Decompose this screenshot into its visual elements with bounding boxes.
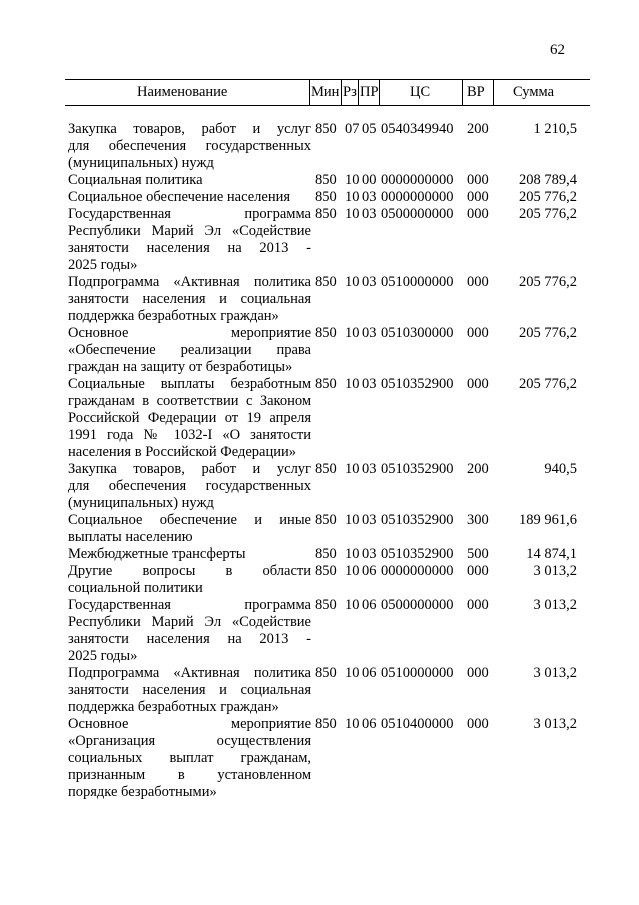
table-header xyxy=(65,79,590,106)
row-cs: 0510300000 xyxy=(381,325,454,341)
header-name: Наименование xyxy=(137,84,228,100)
table-row xyxy=(0,461,639,512)
row-rz: 10 xyxy=(345,189,360,205)
row-name-line: 2025 годы» xyxy=(68,257,138,273)
row-name-line: 1991 года № 1032-I «О занятости xyxy=(68,427,311,443)
row-name-line: социальных выплат гражданам, xyxy=(68,750,311,766)
row-vr: 000 xyxy=(467,172,489,188)
table-body xyxy=(0,121,639,801)
table-row xyxy=(0,563,639,597)
row-min: 850 xyxy=(315,121,337,137)
row-pr: 05 xyxy=(362,121,377,137)
table-row xyxy=(0,546,639,563)
row-name xyxy=(68,189,311,206)
row-name-line: Другие вопросы в области xyxy=(68,563,311,579)
row-vr: 300 xyxy=(467,512,489,528)
row-rz: 10 xyxy=(345,512,360,528)
row-cs: 0510352900 xyxy=(381,546,454,562)
table-row xyxy=(0,716,639,801)
row-pr: 00 xyxy=(362,172,377,188)
row-vr: 000 xyxy=(467,274,489,290)
row-name xyxy=(68,325,311,376)
row-name-line: Государственная программа xyxy=(68,206,311,222)
row-min: 850 xyxy=(315,512,337,528)
header-divider xyxy=(341,80,342,105)
row-name xyxy=(68,716,311,801)
row-sum: 3 013,2 xyxy=(533,716,577,732)
row-vr: 000 xyxy=(467,206,489,222)
row-pr: 03 xyxy=(362,512,377,528)
row-cs: 0000000000 xyxy=(381,189,454,205)
row-pr: 06 xyxy=(362,563,377,579)
header-divider xyxy=(379,80,380,105)
row-cs: 0510352900 xyxy=(381,376,454,392)
row-min: 850 xyxy=(315,189,337,205)
row-min: 850 xyxy=(315,325,337,341)
row-pr: 03 xyxy=(362,189,377,205)
row-vr: 000 xyxy=(467,716,489,732)
header-min: Мин xyxy=(311,84,340,100)
row-name-line: занятости населения и социальная xyxy=(68,682,311,698)
row-name-line: Социальное обеспечение и иные xyxy=(68,512,311,528)
row-pr: 06 xyxy=(362,597,377,613)
row-pr: 03 xyxy=(362,206,377,222)
row-vr: 000 xyxy=(467,597,489,613)
row-pr: 03 xyxy=(362,461,377,477)
row-vr: 000 xyxy=(467,665,489,681)
row-min: 850 xyxy=(315,461,337,477)
row-sum: 208 789,4 xyxy=(519,172,577,188)
row-min: 850 xyxy=(315,546,337,562)
row-name xyxy=(68,563,311,597)
table-row xyxy=(0,172,639,189)
row-name-line: порядке безработными» xyxy=(68,784,217,800)
row-name-line: Основное мероприятие xyxy=(68,716,311,732)
row-rz: 10 xyxy=(345,546,360,562)
row-name-line: 2025 годы» xyxy=(68,648,138,664)
table-row xyxy=(0,376,639,461)
row-rz: 10 xyxy=(345,274,360,290)
row-rz: 10 xyxy=(345,172,360,188)
row-name xyxy=(68,461,311,512)
row-vr: 000 xyxy=(467,563,489,579)
row-name xyxy=(68,512,311,546)
row-sum: 3 013,2 xyxy=(533,563,577,579)
header-pr: ПР xyxy=(360,84,379,100)
row-name-line: (муниципальных) нужд xyxy=(68,155,214,171)
row-rz: 10 xyxy=(345,461,360,477)
row-min: 850 xyxy=(315,665,337,681)
table-row xyxy=(0,121,639,172)
row-sum: 205 776,2 xyxy=(519,206,577,222)
row-name-line: для обеспечения государственных xyxy=(68,138,311,154)
row-min: 850 xyxy=(315,376,337,392)
row-name-line: гражданам в соответствии с Законом xyxy=(68,393,311,409)
row-vr: 000 xyxy=(467,325,489,341)
row-vr: 200 xyxy=(467,121,489,137)
row-name xyxy=(68,597,311,665)
row-cs: 0510352900 xyxy=(381,461,454,477)
header-divider xyxy=(493,80,494,105)
row-name-line: (муниципальных) нужд xyxy=(68,495,214,511)
row-name-line: Социальная политика xyxy=(68,172,203,188)
row-sum: 205 776,2 xyxy=(519,274,577,290)
row-cs: 0500000000 xyxy=(381,206,454,222)
row-rz: 10 xyxy=(345,597,360,613)
row-name-line: занятости населения на 2013 - xyxy=(68,631,311,647)
row-pr: 03 xyxy=(362,546,377,562)
row-name-line: признанным в установленном xyxy=(68,767,311,783)
row-name-line: населения в Российской Федерации» xyxy=(68,444,297,460)
row-min: 850 xyxy=(315,274,337,290)
row-pr: 06 xyxy=(362,716,377,732)
row-sum: 205 776,2 xyxy=(519,189,577,205)
table-row xyxy=(0,512,639,546)
row-sum: 940,5 xyxy=(544,461,577,477)
row-sum: 14 874,1 xyxy=(526,546,577,562)
row-sum: 3 013,2 xyxy=(533,597,577,613)
row-name-line: Подпрограмма «Активная политика xyxy=(68,665,311,681)
row-name-line: Государственная программа xyxy=(68,597,311,613)
row-cs: 0000000000 xyxy=(381,172,454,188)
row-pr: 03 xyxy=(362,325,377,341)
header-divider xyxy=(309,80,310,105)
row-name-line: занятости населения на 2013 - xyxy=(68,240,311,256)
row-cs: 0540349940 xyxy=(381,121,454,137)
row-vr: 500 xyxy=(467,546,489,562)
table-row xyxy=(0,206,639,274)
row-name xyxy=(68,206,311,274)
row-rz: 10 xyxy=(345,563,360,579)
row-name-line: Закупка товаров, работ и услуг xyxy=(68,121,311,137)
row-name-line: Закупка товаров, работ и услуг xyxy=(68,461,311,477)
row-name-line: социальной политики xyxy=(68,580,203,596)
row-rz: 10 xyxy=(345,376,360,392)
row-rz: 10 xyxy=(345,325,360,341)
row-rz: 10 xyxy=(345,716,360,732)
row-name-line: поддержка безработных граждан» xyxy=(68,699,279,715)
row-sum: 205 776,2 xyxy=(519,325,577,341)
row-min: 850 xyxy=(315,206,337,222)
row-pr: 03 xyxy=(362,274,377,290)
row-name-line: поддержка безработных граждан» xyxy=(68,308,279,324)
row-name-line: для обеспечения государственных xyxy=(68,478,311,494)
row-pr: 06 xyxy=(362,665,377,681)
header-vr: ВР xyxy=(467,84,485,100)
header-cs: ЦС xyxy=(410,84,431,100)
row-name-line: «Обеспечение реализации права xyxy=(68,342,311,358)
table-row xyxy=(0,189,639,206)
header-sum: Сумма xyxy=(513,84,555,100)
header-divider xyxy=(358,80,359,105)
row-cs: 0500000000 xyxy=(381,597,454,613)
row-min: 850 xyxy=(315,172,337,188)
row-sum: 3 013,2 xyxy=(533,665,577,681)
row-sum: 205 776,2 xyxy=(519,376,577,392)
row-name-line: Республики Марий Эл «Содействие xyxy=(68,614,311,630)
row-vr: 000 xyxy=(467,189,489,205)
row-sum: 1 210,5 xyxy=(533,121,577,137)
row-pr: 03 xyxy=(362,376,377,392)
row-vr: 000 xyxy=(467,376,489,392)
row-cs: 0510000000 xyxy=(381,274,454,290)
row-name-line: Социальное обеспечение населения xyxy=(68,189,291,205)
row-name-line: граждан на защиту от безработицы» xyxy=(68,359,293,375)
row-name xyxy=(68,546,311,563)
header-rz: Рз xyxy=(343,84,357,100)
row-vr: 200 xyxy=(467,461,489,477)
header-divider xyxy=(462,80,463,105)
row-rz: 07 xyxy=(345,121,360,137)
row-cs: 0510352900 xyxy=(381,512,454,528)
row-name-line: Основное мероприятие xyxy=(68,325,311,341)
row-name xyxy=(68,665,311,716)
row-name xyxy=(68,376,311,461)
row-sum: 189 961,6 xyxy=(519,512,577,528)
row-cs: 0510400000 xyxy=(381,716,454,732)
table-row xyxy=(0,597,639,665)
row-cs: 0510000000 xyxy=(381,665,454,681)
row-min: 850 xyxy=(315,563,337,579)
table-row xyxy=(0,325,639,376)
page-number: 62 xyxy=(550,42,565,58)
table-row xyxy=(0,274,639,325)
row-min: 850 xyxy=(315,597,337,613)
row-min: 850 xyxy=(315,716,337,732)
table-row xyxy=(0,665,639,716)
row-name xyxy=(68,121,311,172)
row-name-line: занятости населения и социальная xyxy=(68,291,311,307)
row-name-line: Республики Марий Эл «Содействие xyxy=(68,223,311,239)
row-name-line: Подпрограмма «Активная политика xyxy=(68,274,311,290)
row-name-line: Социальные выплаты безработным xyxy=(68,376,311,392)
row-rz: 10 xyxy=(345,665,360,681)
row-name-line: «Организация осуществления xyxy=(68,733,311,749)
row-cs: 0000000000 xyxy=(381,563,454,579)
row-name-line: Межбюджетные трансферты xyxy=(68,546,246,562)
row-name xyxy=(68,274,311,325)
row-name-line: Российской Федерации от 19 апреля xyxy=(68,410,311,426)
row-name xyxy=(68,172,311,189)
row-rz: 10 xyxy=(345,206,360,222)
row-name-line: выплаты населению xyxy=(68,529,193,545)
